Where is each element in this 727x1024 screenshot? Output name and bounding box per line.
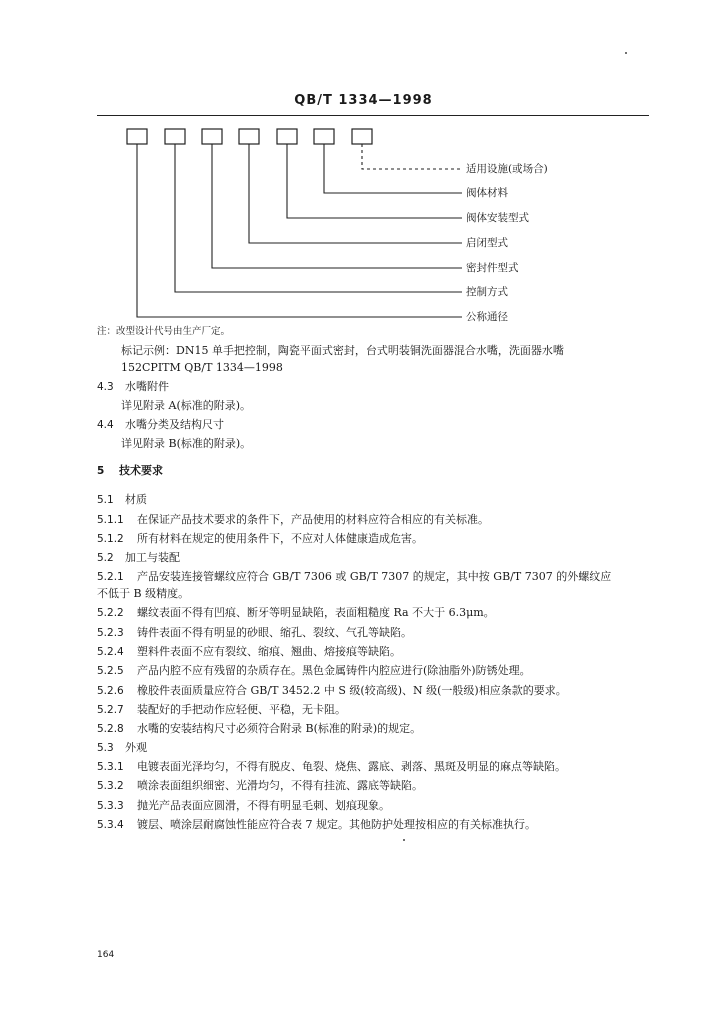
leader-line-5 [287,144,462,218]
section-title: 加工与装配 [125,551,180,564]
clause-text: 产品内腔不应有残留的杂质存在。黑色金属铸件内腔应进行(除油脂外)防锈处理。 [137,664,531,677]
code-box-6 [314,129,334,144]
marking-example-line-1: 标记示例：DN15 单手把控制，陶瓷平面式密封，台式明装铜洗面器混合水嘴，洗面器水嘴 [121,344,564,357]
clause-5-2-7 [97,702,346,718]
section-4-4-body: 详见附录 B(标准的附录)。 [121,437,252,450]
diagram-label-nominal-diameter: 公称通径 [466,311,508,323]
clause-text: 所有材料在规定的使用条件下，不应对人体健康造成危害。 [137,532,423,545]
clause-text: 装配好的手把动作应轻便、平稳，无卡阻。 [137,703,346,716]
section-number: 5.3 [97,742,114,754]
clause-number: 5.2.3 [97,627,124,639]
diagram-label-body-material: 阀体材料 [466,187,508,199]
clause-number: 5.2.1 [97,571,124,583]
page-number: 164 [97,950,115,960]
section-number: 5.2 [97,552,114,564]
clause-text: 螺纹表面不得有凹痕、断牙等明显缺陷，表面粗糙度 Ra 不大于 6.3μm。 [137,606,495,619]
clause-number: 5.1.1 [97,514,124,526]
section-number: 5 [97,465,105,477]
clause-number: 5.2.2 [97,607,124,619]
section-5-2-heading [97,550,180,566]
code-box-1 [127,129,147,144]
section-title: 外观 [125,741,147,754]
clause-5-1-2 [97,531,423,547]
leader-line-1 [137,144,462,317]
clause-5-2-2 [97,605,495,621]
leader-line-7 [362,144,462,169]
designation-diagram [0,0,727,340]
clause-5-3-3 [97,798,390,814]
scan-speck [403,839,405,841]
diagram-label-seal-type: 密封件型式 [466,262,519,274]
page-header: QB/T 1334—1998 [294,93,433,108]
clause-5-2-3 [97,625,412,641]
clause-number: 5.2.4 [97,646,124,658]
section-4-3-heading [97,379,169,395]
clause-number: 5.2.7 [97,704,124,716]
clause-5-2-5 [97,663,531,679]
diagram-label-control-mode: 控制方式 [466,286,508,298]
section-number: 5.1 [97,494,114,506]
clause-number: 5.3.4 [97,819,124,831]
clause-number: 5.2.8 [97,723,124,735]
marking-example-line-2: 152CPITM QB/T 1334—1998 [121,361,283,374]
clause-number: 5.3.1 [97,761,124,773]
clause-number: 5.2.5 [97,665,124,677]
diagram-note: 注：改型设计代号由生产厂定。 [97,326,231,337]
scan-speck [625,52,627,54]
clause-5-2-6 [97,683,567,699]
clause-5-3-2 [97,778,423,794]
clause-text: 在保证产品技术要求的条件下，产品使用的材料应符合相应的有关标准。 [137,513,489,526]
section-number: 4.3 [97,381,114,393]
clause-5-3-4 [97,817,536,833]
clause-number: 5.3.3 [97,800,124,812]
clause-number: 5.1.2 [97,533,124,545]
clause-text: 塑料件表面不应有裂纹、缩痕、翘曲、熔接痕等缺陷。 [137,645,401,658]
section-5-1-heading [97,492,147,508]
section-title: 水嘴分类及结构尺寸 [125,418,224,431]
section-title: 材质 [125,493,147,506]
diagram-label-valve-operation: 启闭型式 [466,237,508,249]
code-box-7 [352,129,372,144]
clause-number: 5.2.6 [97,685,124,697]
section-title: 技术要求 [119,464,163,477]
clause-5-2-1-continuation: 不低于 B 级精度。 [97,587,190,600]
clause-5-2-4 [97,644,401,660]
clause-number: 5.3.2 [97,780,124,792]
section-4-4-heading [97,417,224,433]
code-box-2 [165,129,185,144]
section-5-heading [97,463,163,479]
clause-text: 铸件表面不得有明显的砂眼、缩孔、裂纹、气孔等缺陷。 [137,626,412,639]
code-box-3 [202,129,222,144]
section-title: 水嘴附件 [125,380,169,393]
diagram-label-facility: 适用设施(或场合) [466,163,548,175]
clause-text: 电镀表面光泽均匀，不得有脱皮、龟裂、烧焦、露底、剥落、黑斑及明显的麻点等缺陷。 [137,760,566,773]
clause-text: 产品安装连接管螺纹应符合 GB/T 7306 或 GB/T 7307 的规定，其中按 GB/T 7307 的外螺纹应 [137,570,612,583]
code-box-4 [239,129,259,144]
clause-text: 喷涂表面组织细密、光滑均匀，不得有挂流、露底等缺陷。 [137,779,423,792]
diagram-label-body-mounting: 阀体安装型式 [466,212,529,224]
clause-5-2-1 [97,569,611,585]
clause-5-2-8 [97,721,421,737]
clause-text: 水嘴的安装结构尺寸必须符合附录 B(标准的附录)的规定。 [137,722,422,735]
clause-text: 镀层、喷涂层耐腐蚀性能应符合表 7 规定。其他防护处理按相应的有关标准执行。 [137,818,536,831]
code-box-5 [277,129,297,144]
section-number: 4.4 [97,419,114,431]
clause-text: 抛光产品表面应圆滑，不得有明显毛刺、划痕现象。 [137,799,390,812]
clause-5-1-1 [97,512,489,528]
clause-text: 橡胶件表面质量应符合 GB/T 3452.2 中 S 级(较高级)、N 级(一般级)相应条款的要求。 [137,684,567,697]
section-5-3-heading [97,740,147,756]
section-4-3-body: 详见附录 A(标准的附录)。 [121,399,252,412]
clause-5-3-1 [97,759,566,775]
